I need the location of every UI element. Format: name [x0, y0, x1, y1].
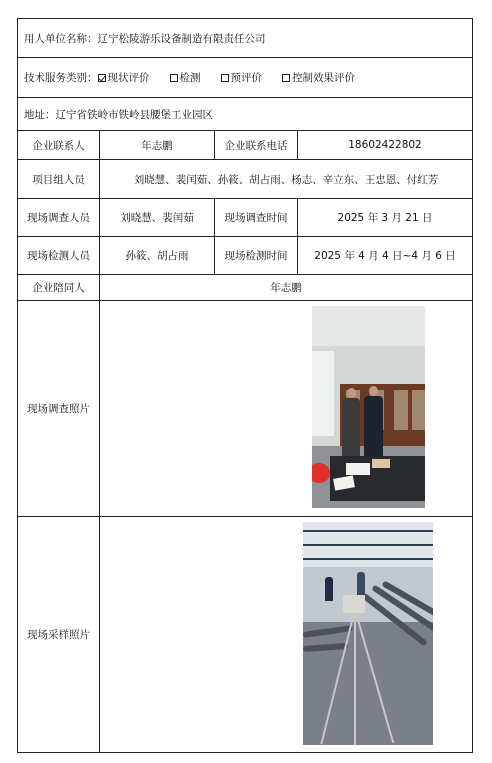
detection-time: 2025 年 4 月 4 日~4 月 6 日: [297, 237, 472, 274]
contact-label: 企业联系人: [32, 139, 85, 152]
contact-row: [17, 131, 473, 160]
escort-name: 年志鹏: [99, 275, 472, 300]
sampling-photo-label: 现场采样照片: [27, 629, 90, 641]
option-pre-evaluation[interactable]: 预评价: [221, 70, 263, 85]
survey-staff: 刘晓慧、裴闰茹: [99, 199, 214, 236]
detection-time-label: 现场检测时间: [214, 237, 297, 274]
sampling-photo: [303, 522, 433, 745]
survey-staff-label: 现场调查人员: [27, 212, 90, 224]
survey-time: 2025 年 3 月 21 日: [297, 199, 472, 236]
detection-staff-label: 现场检测人员: [27, 250, 90, 262]
survey-time-label: 现场调查时间: [214, 199, 297, 236]
checked-box-icon[interactable]: [98, 74, 106, 82]
team-row: [17, 160, 473, 199]
escort-row: [17, 275, 473, 301]
escort-label: 企业陪同人: [32, 282, 85, 294]
detection-row: [17, 237, 473, 275]
address-value: 辽宁省铁岭市铁岭县腰堡工业园区: [55, 108, 213, 121]
employer-row: [17, 18, 473, 58]
detection-staff: 孙筱、胡占雨: [99, 237, 214, 274]
contact-name: 年志鹏: [99, 131, 214, 159]
checkbox-icon[interactable]: [282, 74, 290, 82]
sampling-device: [343, 595, 365, 613]
phone-label: 企业联系电话: [214, 131, 297, 159]
team-members: 刘晓慧、裴闰茹、孙筱、胡占雨、杨志、辛立东、王忠恩、付红芳: [99, 160, 472, 198]
address-row: [17, 98, 473, 131]
employer-name: 辽宁松陵游乐设备制造有限责任公司: [97, 32, 266, 45]
survey-photo-row: [17, 301, 473, 517]
service-type-row: [17, 58, 473, 98]
survey-row: [17, 199, 473, 237]
address-label: 地址：: [24, 108, 56, 121]
service-type-label: 技术服务类别：: [24, 72, 98, 84]
survey-photo-label: 现场调查照片: [27, 403, 90, 415]
phone-value: 18602422802: [297, 131, 472, 159]
employer-label: 用人单位名称：: [24, 32, 98, 45]
option-detection[interactable]: 检测: [170, 70, 201, 85]
team-label: 项目组人员: [32, 173, 85, 186]
option-status-evaluation[interactable]: 现状评价: [98, 70, 150, 85]
checkbox-icon[interactable]: [170, 74, 178, 82]
sampling-photo-row: [17, 517, 473, 753]
survey-photo: [312, 306, 425, 508]
option-control-effect-evaluation[interactable]: 控制效果评价: [282, 70, 355, 85]
checkbox-icon[interactable]: [221, 74, 229, 82]
